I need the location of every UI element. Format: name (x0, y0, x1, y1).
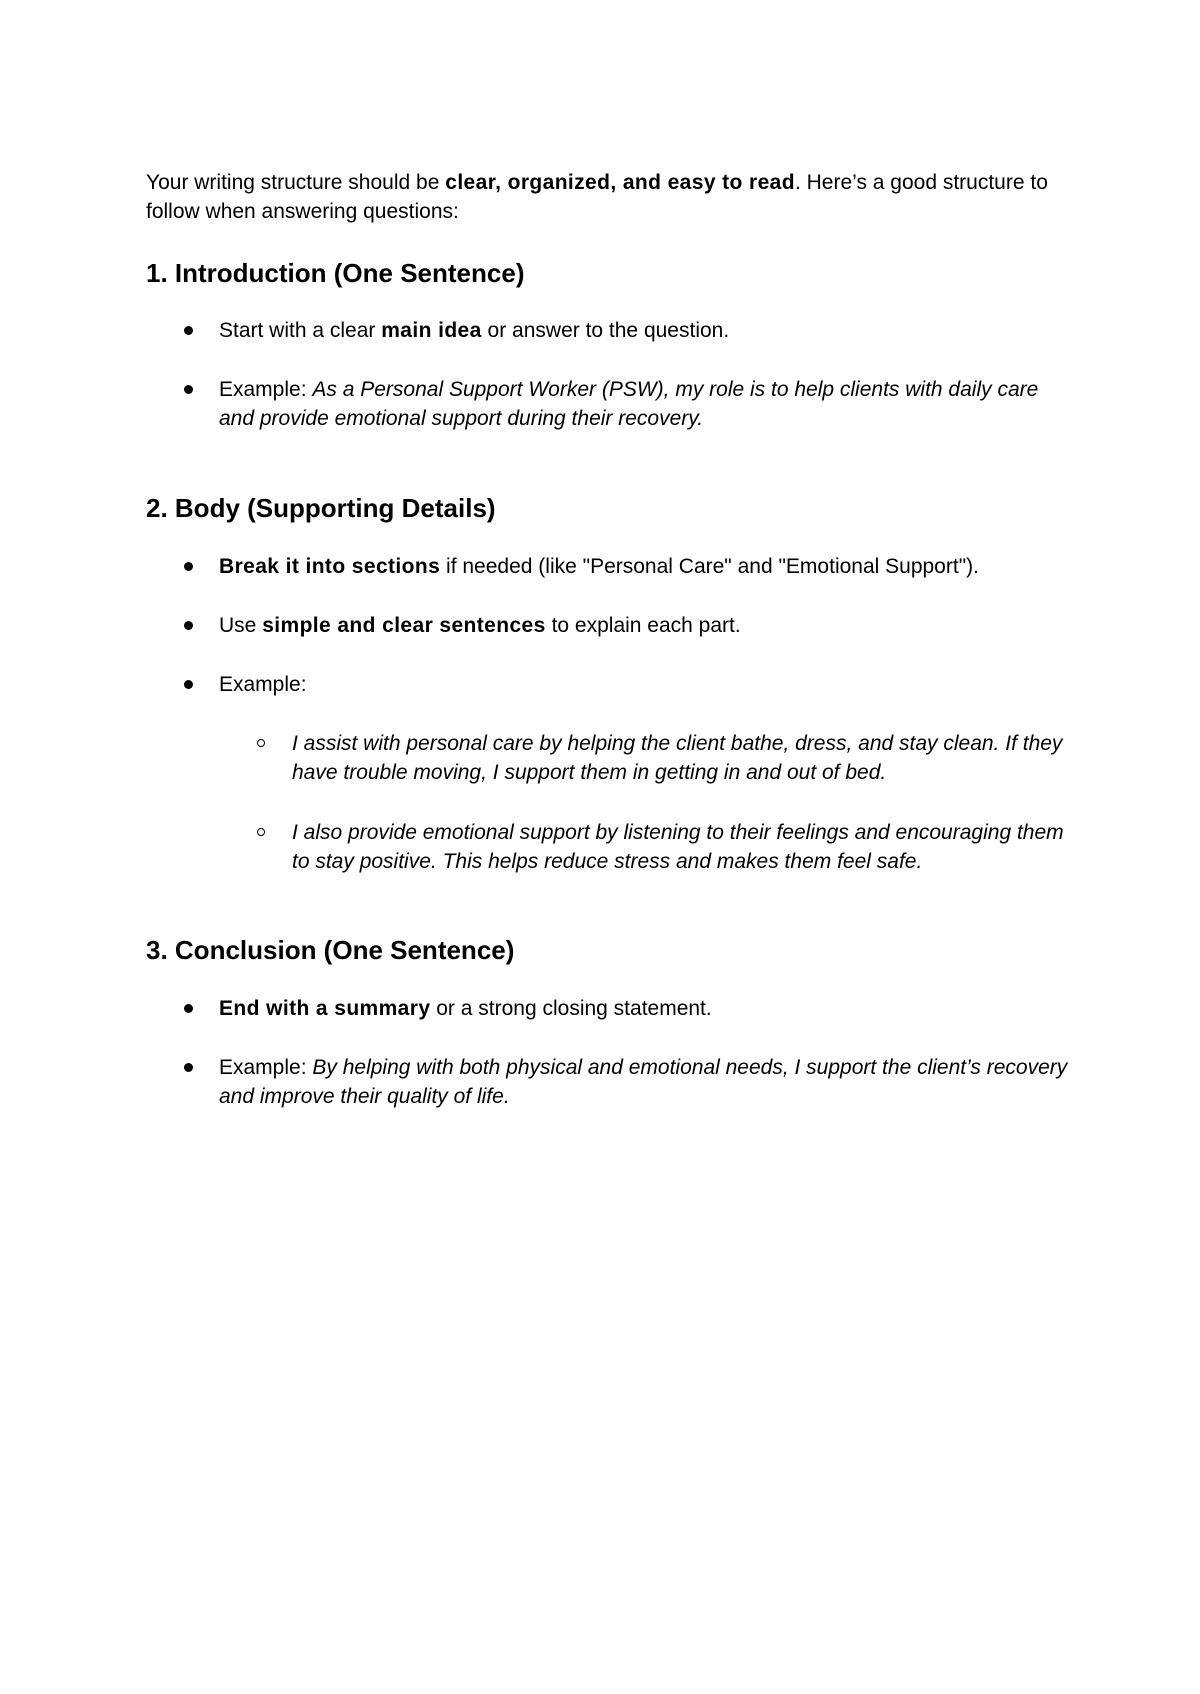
item-bold: End with a summary (219, 997, 431, 1020)
section-1-item-1 (219, 316, 1079, 345)
item-text: Example: (219, 1056, 313, 1079)
bullet-dot (184, 385, 193, 394)
item-text: if needed (like "Personal Care" and "Emotional Support"). (440, 555, 979, 578)
item-text: to explain each part. (545, 614, 741, 637)
item-italic: By helping with both physical and emotional needs, I support the client’s recovery and improve their quality of life. (219, 1056, 1068, 1108)
section-2-subitem-1 (292, 729, 1082, 787)
bullet-dot (184, 680, 193, 689)
item-italic: I assist with personal care by helping the client bathe, dress, and stay clean. If they have trouble moving, I support them in getting in and out of bed. (292, 732, 1063, 784)
section-2-item-1 (219, 552, 1079, 581)
item-text: Start with a clear (219, 319, 382, 342)
item-bold: Break it into sections (219, 555, 441, 578)
section-2-subitem-2 (292, 818, 1082, 876)
bullet-dot (184, 326, 193, 335)
item-text: Example: (219, 378, 313, 401)
section-1-item-2 (219, 375, 1079, 433)
intro-prefix: Your writing structure should be (146, 171, 446, 194)
bullet-dot (184, 621, 193, 630)
section-1-heading: 1. Introduction (One Sentence) (146, 258, 525, 288)
item-bold: main idea (381, 319, 482, 342)
item-text: or a strong closing statement. (430, 997, 712, 1020)
section-3-heading: 3. Conclusion (One Sentence) (146, 935, 515, 965)
item-italic: I also provide emotional support by listening to their feelings and encouraging them to stay positive. This helps reduce stress and makes them feel safe. (292, 821, 1064, 873)
intro-paragraph (146, 168, 1086, 226)
item-text: or answer to the question. (481, 319, 730, 342)
section-2-heading: 2. Body (Supporting Details) (146, 493, 496, 523)
bullet-circle (257, 739, 265, 747)
intro-bold: clear, organized, and easy to read (445, 171, 795, 194)
section-3-item-2 (219, 1053, 1079, 1111)
bullet-dot (184, 1004, 193, 1013)
bullet-dot (184, 562, 193, 571)
item-bold: simple and clear sentences (262, 614, 546, 637)
bullet-dot (184, 1063, 193, 1072)
section-3-item-1 (219, 994, 1079, 1023)
bullet-circle (257, 828, 265, 836)
intro-suffix: . Here’s a good structure to follow when answering questions: (146, 171, 1048, 223)
section-2-item-2 (219, 611, 1079, 640)
section-2-item-3: Example: (219, 673, 307, 696)
item-italic: As a Personal Support Worker (PSW), my role is to help clients with daily care and provide emotional support during their recovery. (219, 378, 1039, 430)
item-text: Use (219, 614, 263, 637)
